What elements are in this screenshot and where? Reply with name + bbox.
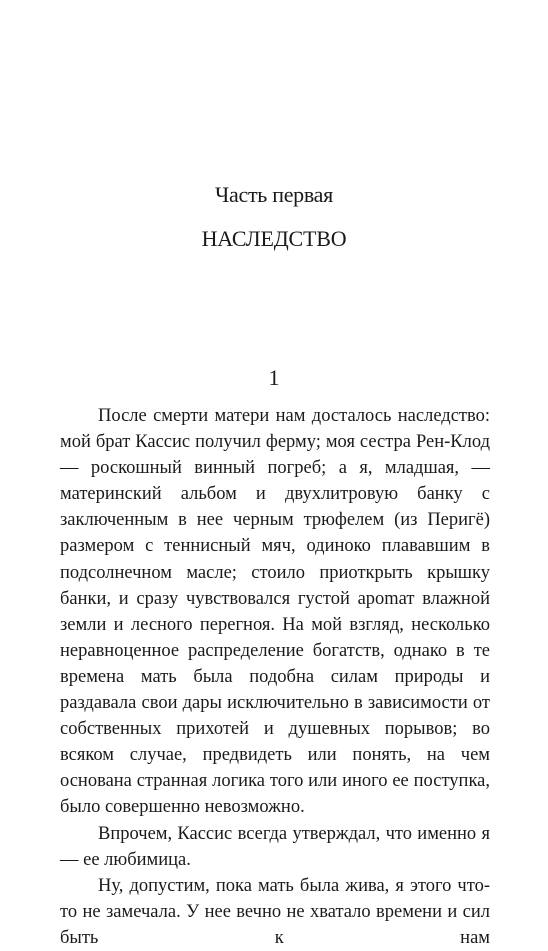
chapter-number: 1 [268,365,280,390]
paragraph: Ну, допустим, пока мать была жива, я этого что-то не замечала. У нее вечно не хватало времени и сил быть к нам [60,875,490,948]
part-heading [0,180,548,254]
part-label: Часть первая [215,182,333,207]
paragraph: После смерти матери нам досталось наследство: мой брат Кассис получил ферму; моя сестра Рен-Клод — роскошный винный погреб; а я, младшая, — материнский альбом и двухлитровую банку с заключенным в нее черным трюфелем (из Перигё) размером с теннисный мяч, одиноко плававшим в подсолнечном масле; стоило приоткрыть крышку банки, и сразу чувствовался густой ароmат влажной земли и лесного перегноя. На мой взгляд, несколько неравноценное распределение богатств, однако в те времена мать была подобна силам природы и раздавала свои дары исключительно в зависимости от собственных прихотей и душевных порывов; во всяком случае, предвидеть или понять, на чем основана странная логика того или иного ее поступка, было совершенно невозможно. [60,406,490,818]
part-title: НАСЛЕДСТВО [201,226,347,251]
paragraph: Впрочем, Кассис всегда утверждал, что именно я — ее любимица. [60,823,490,870]
body-text [60,403,490,951]
